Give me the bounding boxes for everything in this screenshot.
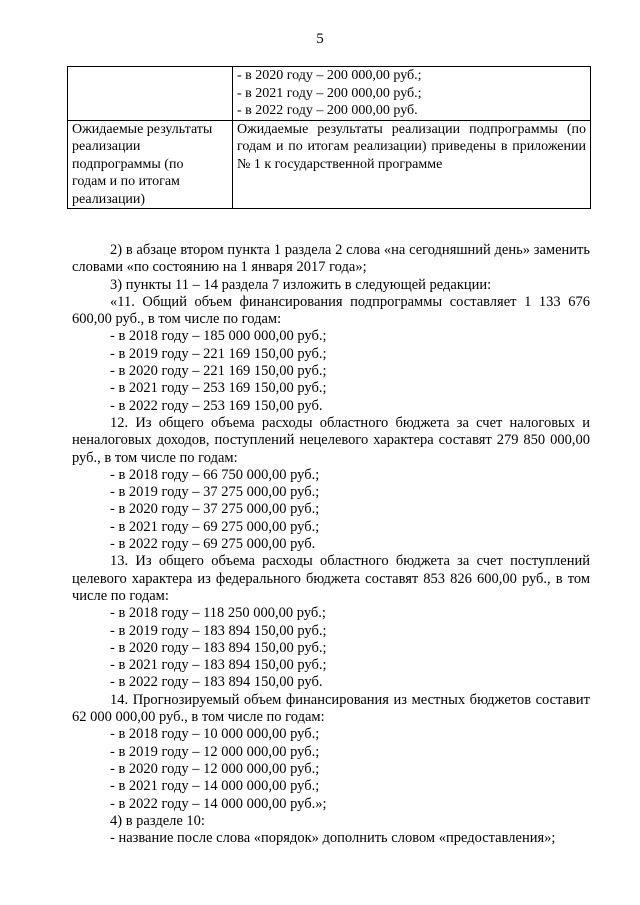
- list-item: - в 2022 году – 183 894 150,00 руб.: [110, 674, 323, 691]
- paragraph-point-14: 14. Прогнозируемый объем финансирования из местных бюджетов составит 62 000 000,00 руб., в том числе по годам:: [72, 691, 590, 726]
- list-item: - в 2018 году – 10 000 000,00 руб.;: [110, 726, 320, 743]
- paragraph-point-11: «11. Общий объем финансирования подпрограммы составляет 1 133 676 600,00 руб., в том числе по годам:: [72, 293, 590, 328]
- table-row: [68, 120, 591, 209]
- funding-list-total: [72, 328, 590, 414]
- table-results-cell: [233, 120, 591, 209]
- expected-results-text: Ожидаемые результаты реализации подпрограммы (по годам и по итогам реализации) приведены в приложении № 1 к государственной программе: [237, 121, 586, 172]
- list-item: - в 2022 году – 253 169 150,00 руб.: [110, 397, 323, 414]
- funding-list-federal: [72, 605, 590, 691]
- label-line: Ожидаемые результаты: [72, 121, 213, 137]
- funding-line: - в 2021 году – 200 000,00 руб.;: [237, 85, 422, 101]
- list-item: - в 2019 году – 12 000 000,00 руб.;: [110, 743, 320, 760]
- program-passport-table: [67, 66, 591, 209]
- list-item: - в 2022 году – 69 275 000,00 руб.: [110, 536, 316, 553]
- label-line: подпрограммы (по: [72, 156, 184, 172]
- list-item: - в 2020 году – 37 275 000,00 руб.;: [110, 501, 320, 518]
- paragraph-item-2: 2) в абзаце втором пункта 1 раздела 2 слова «на сегодняшний день» заменить словами «по состоянию на 1 января 2017 года»;: [72, 242, 590, 276]
- page-number: 5: [316, 31, 324, 47]
- list-item: - в 2021 году – 183 894 150,00 руб.;: [110, 657, 327, 674]
- label-line: годам и по итогам: [72, 174, 180, 189]
- table-funding-cell: [233, 67, 591, 121]
- funding-list-regional-tax: [72, 467, 590, 553]
- label-line: реализации): [72, 191, 146, 207]
- funding-line: - в 2020 году – 200 000,00 руб.;: [237, 68, 422, 83]
- label-line: реализации: [72, 139, 141, 154]
- list-item: - в 2019 году – 183 894 150,00 руб.;: [110, 622, 327, 639]
- table-row: [68, 67, 591, 121]
- paragraph-item-3: 3) пункты 11 – 14 раздела 7 изложить в следующей редакции:: [110, 276, 492, 293]
- list-item: - в 2021 году – 69 275 000,00 руб.;: [110, 518, 320, 535]
- list-item: - в 2022 году – 14 000 000,00 руб.»;: [110, 795, 327, 812]
- funding-list-local: [72, 726, 590, 812]
- table-label-cell: [68, 120, 233, 209]
- list-item: - в 2020 году – 183 894 150,00 руб.;: [110, 639, 327, 656]
- list-item: - в 2020 году – 221 169 150,00 руб.;: [110, 363, 327, 380]
- paragraph-point-13: 13. Из общего объема расходы областного бюджета за счет поступлений целевого характера из федерального бюджета составят 853 826 600,00 руб., в том числе по годам:: [72, 553, 590, 604]
- list-item: - в 2021 году – 14 000 000,00 руб.;: [110, 778, 320, 795]
- list-item: - в 2021 году – 253 169 150,00 руб.;: [110, 380, 327, 397]
- paragraph-item-4: 4) в разделе 10:: [110, 812, 205, 829]
- document-body: [72, 242, 590, 847]
- paragraph-point-12: 12. Из общего объема расходы областного бюджета за счет налоговых и неналоговых доходов, поступлений нецелевого характера составят 279 850 000,00 руб., в том числе по годам:: [72, 414, 590, 466]
- list-item: - в 2020 году – 12 000 000,00 руб.;: [110, 760, 320, 777]
- list-item: - в 2019 году – 221 169 150,00 руб.;: [110, 345, 327, 362]
- list-item: - в 2018 году – 185 000 000,00 руб.;: [110, 328, 327, 345]
- table-label-cell-empty: [68, 67, 233, 121]
- funding-line: - в 2022 году – 200 000,00 руб.: [237, 103, 418, 118]
- list-item: - в 2018 году – 118 250 000,00 руб.;: [110, 605, 326, 622]
- list-item: - в 2019 году – 37 275 000,00 руб.;: [110, 484, 320, 501]
- paragraph-section-10-title: - название после слова «порядок» дополнить словом «предоставления»;: [110, 830, 556, 847]
- list-item: - в 2018 году – 66 750 000,00 руб.;: [110, 466, 320, 483]
